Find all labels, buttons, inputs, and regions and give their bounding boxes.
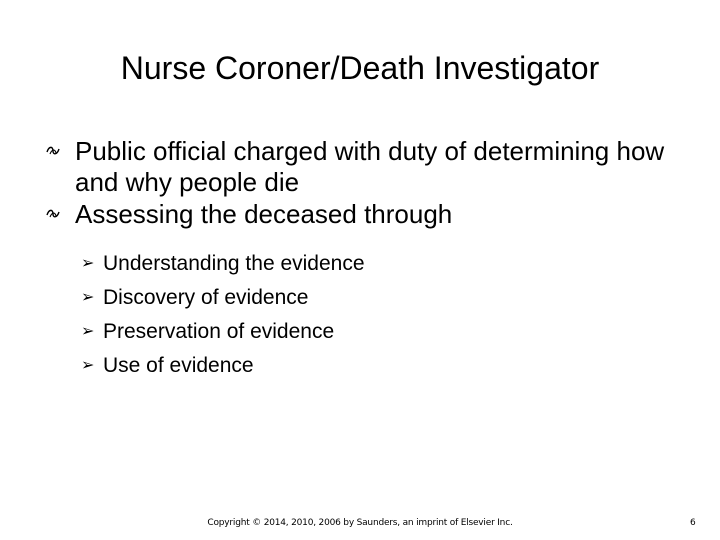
page-number: 6 <box>690 518 696 528</box>
sub-bullet-item <box>81 315 681 349</box>
sub-bullet-text: Preservation of evidence <box>103 320 335 343</box>
arrow-bullet-icon: ➢ <box>81 255 95 272</box>
bullet-item <box>46 136 686 198</box>
sub-bullet-item <box>81 349 681 383</box>
arrow-bullet-icon: ➢ <box>81 323 95 340</box>
arrow-bullet-icon: ➢ <box>81 289 95 306</box>
swirl-bullet-icon <box>46 145 60 157</box>
arrow-bullet-icon: ➢ <box>81 357 95 374</box>
bullet-text: Public official charged with duty of determining how and why people die <box>75 136 665 197</box>
sub-bullet-item <box>81 281 681 315</box>
bullet-item <box>46 199 686 230</box>
sub-bullet-item <box>81 247 681 281</box>
sub-bullet-list <box>81 247 681 383</box>
bullet-text: Assessing the deceased through <box>75 199 453 229</box>
sub-bullet-text: Discovery of evidence <box>103 286 309 309</box>
slide-title: Nurse Coroner/Death Investigator <box>120 50 600 86</box>
copyright-footer: Copyright © 2014, 2010, 2006 by Saunders, an imprint of Elsevier Inc. <box>207 518 513 528</box>
sub-bullet-text: Use of evidence <box>103 354 254 377</box>
swirl-bullet-icon <box>46 208 60 220</box>
sub-bullet-text: Understanding the evidence <box>103 252 365 275</box>
bullet-list <box>46 136 686 231</box>
